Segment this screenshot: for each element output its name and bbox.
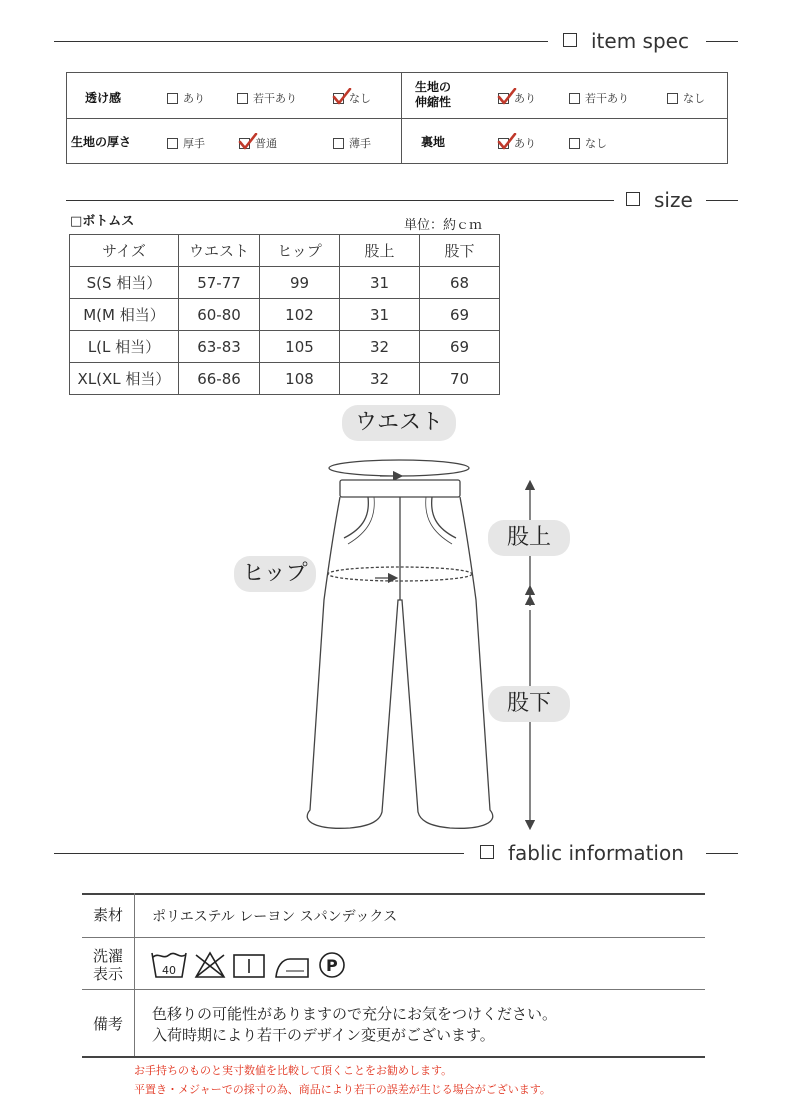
option-thickness-thick: 厚手: [167, 135, 205, 151]
wash-label: 洗濯 表示: [92, 947, 123, 983]
material-value: ポリエステル レーヨン スパンデックス: [152, 909, 398, 925]
note-line-1: お手持ちのものと実寸数値を比較して頂くことをお勧めします。: [134, 1064, 453, 1077]
table-cell: S(S 相当）: [70, 267, 179, 299]
spec-label-stretch: 生地の 伸縮性: [415, 80, 452, 109]
option-thickness-normal: 普通: [239, 135, 277, 151]
table-cell: M(M 相当）: [70, 299, 179, 331]
spec-label-transparency: 透け感: [85, 91, 122, 105]
option-thickness-thin: 薄手: [333, 135, 371, 151]
material-label: 素材: [92, 906, 123, 924]
column-header: 股上: [340, 235, 420, 267]
table-cell: 99: [260, 267, 340, 299]
spec-label-thickness: 生地の厚さ: [71, 135, 132, 149]
checkbox-icon: [480, 845, 494, 859]
column-header: ウエスト: [179, 235, 260, 267]
table-cell: 70: [420, 363, 500, 395]
table-cell: 102: [260, 299, 340, 331]
table-cell: 66-86: [179, 363, 260, 395]
column-header: サイズ: [70, 235, 179, 267]
table-cell: 31: [340, 267, 420, 299]
label-rise: 股上: [488, 520, 570, 556]
remarks-label: 備考: [92, 1015, 123, 1033]
remarks-line-1: 色移りの可能性がありますので充分にお気をつけください。: [152, 1005, 558, 1023]
iron-icon: [276, 959, 308, 977]
size-unit: 単位：約ｃｍ: [404, 218, 483, 233]
table-cell: 63-83: [179, 331, 260, 363]
section-title: size: [654, 188, 693, 212]
table-cell: 31: [340, 299, 420, 331]
table-cell: 108: [260, 363, 340, 395]
section-title: fablic information: [508, 841, 684, 865]
table-cell: 32: [340, 363, 420, 395]
option-stretch-yes: あり: [498, 90, 536, 106]
label-waist: ウエスト: [342, 405, 456, 441]
option-stretch-slight: 若干あり: [569, 90, 629, 106]
remarks-line-2: 入荷時期により若干のデザイン変更がございます。: [152, 1026, 495, 1044]
table-cell: 57-77: [179, 267, 260, 299]
tumble-dry-icon: [234, 955, 264, 977]
section-header-fabric: [0, 841, 800, 865]
dry-clean-p-icon: [320, 953, 344, 977]
table-cell: 105: [260, 331, 340, 363]
svg-text:P: P: [326, 956, 338, 975]
section-title: item spec: [591, 29, 689, 53]
label-inseam: 股下: [488, 686, 570, 722]
table-cell: 69: [420, 331, 500, 363]
no-bleach-icon: [196, 953, 224, 977]
wash-care-icons: [150, 947, 360, 983]
table-cell: 68: [420, 267, 500, 299]
svg-text:40: 40: [162, 964, 176, 977]
wash-40-icon: [152, 953, 186, 977]
table-cell: XL(XL 相当）: [70, 363, 179, 395]
table-cell: L(L 相当）: [70, 331, 179, 363]
option-lining-yes: あり: [498, 135, 536, 151]
table-cell: 69: [420, 299, 500, 331]
table-cell: 32: [340, 331, 420, 363]
column-header: 股下: [420, 235, 500, 267]
option-stretch-no: なし: [667, 90, 705, 106]
column-header: ヒップ: [260, 235, 340, 267]
option-transparency-yes: あり: [167, 90, 205, 106]
option-lining-no: なし: [569, 135, 607, 151]
table-cell: 60-80: [179, 299, 260, 331]
spec-label-lining: 裏地: [421, 135, 446, 149]
pants-outline: [307, 460, 530, 828]
option-transparency-slight: 若干あり: [237, 90, 297, 106]
note-line-2: 平置き・メジャーでの採寸の為、商品により若干の誤差が生じる場合がございます。: [134, 1083, 551, 1096]
label-hip: ヒップ: [234, 556, 316, 592]
size-table-caption: □ボトムス: [70, 214, 135, 229]
option-transparency-no: なし: [333, 90, 371, 106]
